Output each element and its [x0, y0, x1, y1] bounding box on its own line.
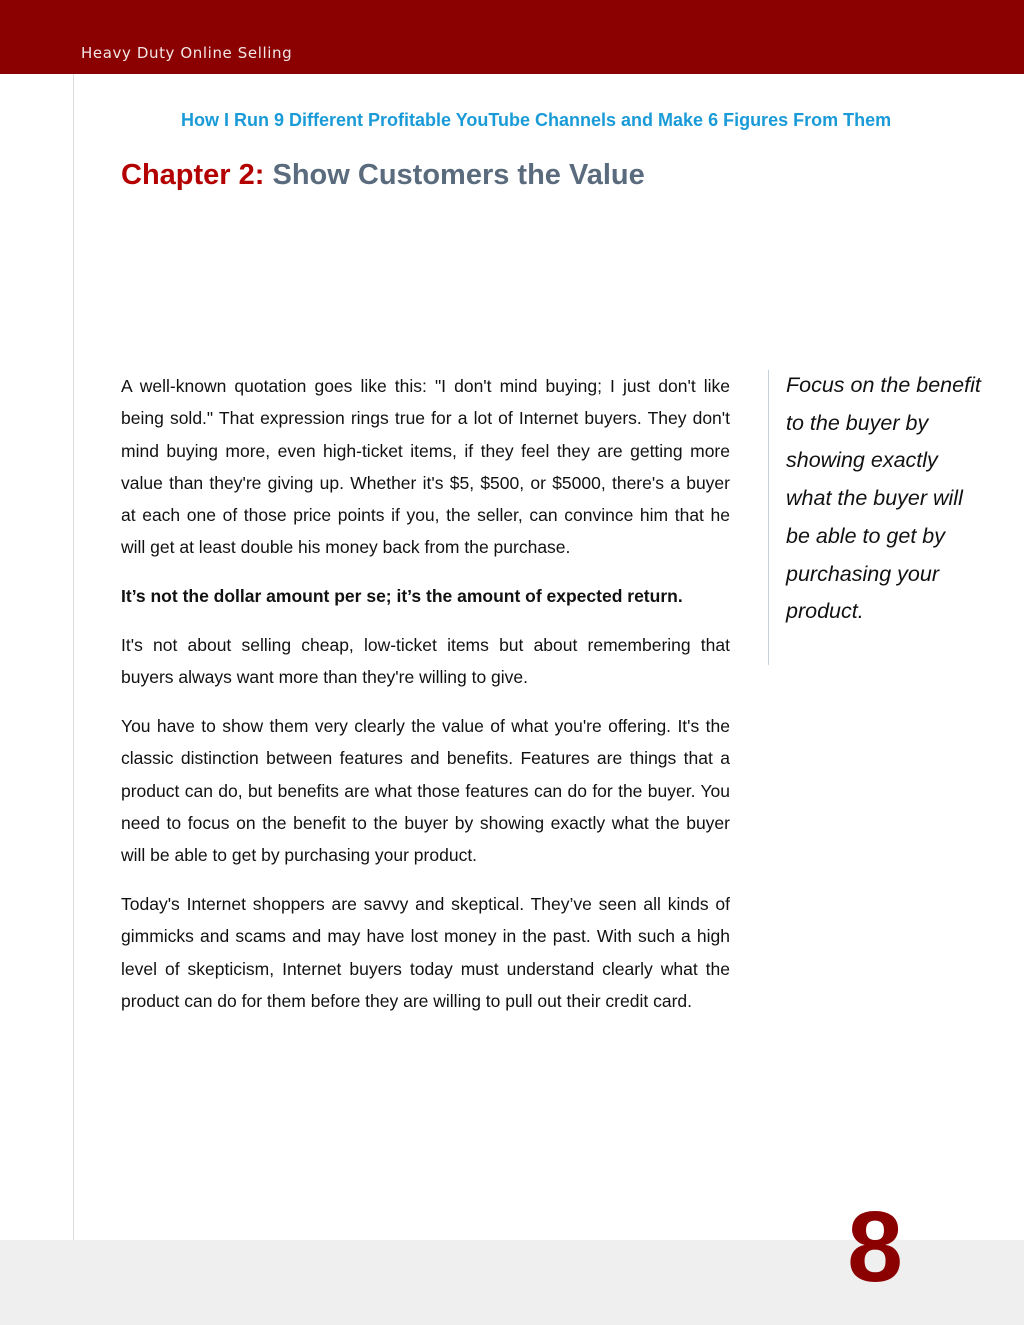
page-number: 8: [847, 1191, 903, 1303]
main-body-text: [121, 370, 730, 1034]
header-bar: [0, 0, 1024, 74]
sidebar-pull-quote: Focus on the benefit to the buyer by showing exactly what the buyer will be able to get by purchasing your product.: [786, 373, 981, 624]
header-title: Heavy Duty Online Selling: [81, 44, 293, 62]
document-subtitle: How I Run 9 Different Profitable YouTube Channels and Make 6 Figures From Them: [181, 110, 892, 130]
body-paragraph: It's not about selling cheap, low-ticket items but about remembering that buyers always want more than they're willing to give.: [121, 635, 730, 688]
sidebar-rule: [768, 370, 769, 665]
chapter-label: Chapter 2:: [121, 159, 265, 191]
body-paragraph-emphasis: It’s not the dollar amount per se; it’s the amount of expected return.: [121, 586, 683, 607]
chapter-name: Show Customers the Value: [272, 159, 645, 191]
left-margin-rule: [73, 74, 74, 1240]
body-paragraph: You have to show them very clearly the value of what you're offering. It's the classic distinction between features and benefits. Features are things that a product can do, but benefits are what those features can do for the buyer. You need to focus on the benefit to the buyer by showing exactly what the buyer will be able to get by purchasing your product.: [121, 716, 730, 866]
body-paragraph: Today's Internet shoppers are savvy and skeptical. They’ve seen all kinds of gimmicks and scams and may have lost money in the past. With such a high level of skepticism, Internet buyers today must understand clearly what the product can do for them before they are willing to pull out their credit card.: [121, 894, 730, 1012]
body-paragraph: A well-known quotation goes like this: "I don't mind buying; I just don't like being sold." That expression rings true for a lot of Internet buyers. They don't mind buying more, even high-ticket items, if they feel they are getting more value than they're giving up. Whether it's $5, $500, or $5000, there's a buyer at each one of those price points if you, the seller, can convince him that he will get at least double his money back from the purchase.: [121, 376, 730, 558]
chapter-heading: [121, 159, 645, 192]
